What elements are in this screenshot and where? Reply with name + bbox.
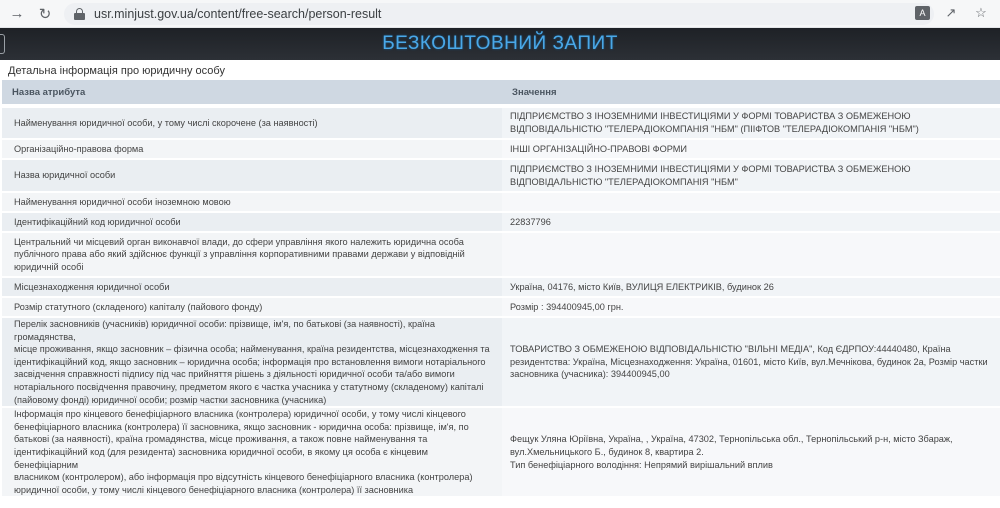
attribute-cell: Найменування юридичної особи іноземною мовою [2, 192, 502, 212]
table-row [2, 192, 1000, 212]
value-cell: ТОВАРИСТВО З ОБМЕЖЕНОЮ ВІДПОВІДАЛЬНІСТЮ "ВІЛЬНІ МЕДІА", Код ЄДРПОУ:44440480, Країна резидентства: Україна, Місцезнаходження: Україна, 01601, місто Київ, вул.Мечнікова, будинок 2а, Розмір частки засновника (учасника): 394400945,00 [502, 317, 1000, 407]
menu-tab-icon[interactable] [0, 34, 5, 54]
share-icon[interactable]: ↗ [945, 5, 957, 20]
value-cell: Фещук Уляна Юріївна, Україна, , Україна, 47302, Тернопільська обл., Тернопільський р-н, місто Збараж, вул.Хмельницького Б., будинок 8, квартира 2. Тип бенефіціарного володіння: Непрямий вирішальний вплив [502, 407, 1000, 497]
table-row [2, 297, 1000, 317]
value-cell: ПІДПРИЄМСТВО З ІНОЗЕМНИМИ ІНВЕСТИЦІЯМИ У ФОРМІ ТОВАРИСТВА З ОБМЕЖЕНОЮ ВІДПОВІДАЛЬНІСТЮ "ТЕЛЕРАДІОКОМПАНІЯ "НБМ" (ПІІФТОВ "ТЕЛЕРАДІОКОМПАНІЯ "НБМ") [502, 106, 1000, 139]
column-header-value: Значення [502, 80, 1000, 106]
attribute-cell: Розмір статутного (складеного) капіталу (пайового фонду) [2, 297, 502, 317]
bookmark-star-icon[interactable]: ☆ [975, 5, 987, 20]
attribute-cell: Ідентифікаційний код юридичної особи [2, 212, 502, 232]
table-header-row [2, 80, 1000, 106]
site-banner [0, 28, 1000, 60]
details-table [2, 80, 1000, 498]
table-row [2, 232, 1000, 277]
value-cell: Україна, 04176, місто Київ, ВУЛИЦЯ ЕЛЕКТРИКІВ, будинок 26 [502, 277, 1000, 297]
table-row [2, 159, 1000, 192]
reload-icon[interactable]: ↻ [38, 5, 52, 23]
url-text[interactable]: usr.minjust.gov.ua/content/free-search/person-result [94, 7, 382, 21]
table-row [2, 106, 1000, 139]
attribute-cell: Інформація про кінцевого бенефіціарного власника (контролера) юридичної особи, у тому числі кінцевого бенефіціарного власника (контролера) її засновника, якщо засновник - юридична особа: прізвище, ім'я, по батькові (за наявності), країна громадянства, місце проживання, а також повне найменування та ідентифікаційний код (для резидента) засновника юридичної особи, в якому ця особа є кінцевим бенефіціарним власником (контролером), або інформація про відсутність кінцевого бенефіціарного власника (контролера) юридичної особи, у тому числі кінцевого бенефіціарного власника (контролера) її засновника [2, 407, 502, 497]
forward-arrow-icon[interactable]: → [9, 5, 25, 22]
banner-title: БЕЗКОШТОВНИЙ ЗАПИТ [382, 33, 618, 54]
table-row [2, 277, 1000, 297]
value-cell: ПІДПРИЄМСТВО З ІНОЗЕМНИМИ ІНВЕСТИЦІЯМИ У ФОРМІ ТОВАРИСТВА З ОБМЕЖЕНОЮ ВІДПОВІДАЛЬНІСТЮ "ТЕЛЕРАДІОКОМПАНІЯ "НБМ" [502, 159, 1000, 192]
browser-toolbar [0, 0, 1000, 28]
section-title: Детальна інформація про юридичну особу [8, 65, 225, 77]
translate-icon[interactable]: A [915, 6, 930, 20]
value-cell: ІНШІ ОРГАНІЗАЦІЙНО-ПРАВОВІ ФОРМИ [502, 139, 1000, 159]
attribute-cell: Організаційно-правова форма [2, 139, 502, 159]
attribute-cell: Перелік засновників (учасників) юридичної особи: прізвище, ім'я, по батькові (за наявності), країна громадянства, місце проживання, якщо засновник – фізична особа; найменування, країна резидентства, місцезнаходження та ідентифікаційний код, якщо засновник – юридична особа; інформація про встановлення вимоги нотаріального засвідчення справжності підпису під час прийняття рішень з діяльності юридичної особи та/або вимоги нотаріального посвідчення правочину, предметом якого є частка учасника у статутному (складеному) капіталі (пайовому фонді) юридичної особи; розмір частки засновника (учасника) [2, 317, 502, 407]
table-row [2, 317, 1000, 407]
table-row [2, 407, 1000, 497]
value-cell [502, 232, 1000, 277]
column-header-attribute: Назва атрибута [2, 80, 502, 106]
address-bar[interactable] [64, 3, 934, 25]
attribute-cell: Місцезнаходження юридичної особи [2, 277, 502, 297]
attribute-cell: Назва юридичної особи [2, 159, 502, 192]
value-cell: 22837796 [502, 212, 1000, 232]
table-row [2, 212, 1000, 232]
lock-icon[interactable] [74, 8, 85, 20]
table-row [2, 139, 1000, 159]
value-cell [502, 192, 1000, 212]
value-cell: Розмір : 394400945,00 грн. [502, 297, 1000, 317]
attribute-cell: Найменування юридичної особи, у тому числі скорочене (за наявності) [2, 106, 502, 139]
attribute-cell: Центральний чи місцевий орган виконавчої влади, до сфери управління якого належить юридична особа публічного права або який здійснює функції з управління корпоративними правами держави у відповідній юридичній особі [2, 232, 502, 277]
